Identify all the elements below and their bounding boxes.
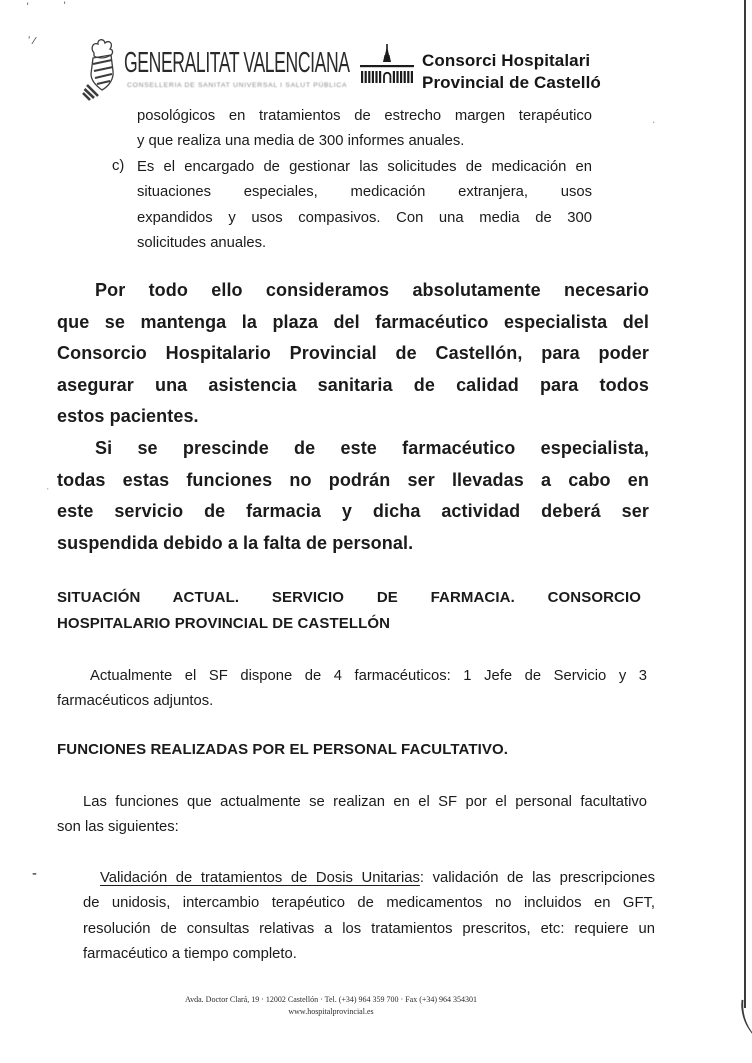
gv-logo-wordmark: GENERALITAT VALENCIANA	[124, 46, 350, 79]
footer-website: www.hospitalprovincial.es	[288, 1006, 374, 1016]
gv-crest-icon	[82, 38, 124, 102]
scan-speck: '	[25, 2, 31, 12]
scan-edge-curve	[737, 1000, 752, 1050]
list-item-c-marker: c)	[112, 158, 125, 174]
bullet-item-validacion	[83, 866, 655, 967]
ch-logo-wordmark	[422, 50, 601, 94]
scan-speck: '	[62, 1, 68, 11]
list-item-c: Es el encargado de gestionar las solicitudes de medicación en situaciones especiales, medicación extranjera, usos expandidos y usos compasivos. Con una media de 300 solicitudes anuales.	[137, 159, 592, 251]
bullet-first-line	[83, 866, 655, 891]
emphasis-paragraph-1: Por todo ello consideramos absolutamente necesario que se mantenga la plaza del farmacéutico especialista del Consorcio Hospitalario Provincial de Castellón, para poder asegurar una asistencia sanitaria de calidad para todos estos pacientes.	[57, 280, 649, 426]
bullet-continuation-lines: de unidosis, intercambio terapéutico de medicamentos no incluidos en GFT, resolución de consultas relativas a los tratamientos prescritos, etc: requiere un farmacéutico a tiempo completo.	[83, 895, 655, 962]
bullet-first-line-rest: : validación de las prescripciones	[419, 870, 655, 886]
paragraph-intro-continuation: posológicos en tratamientos de estrecho margen terapéutico y que realiza una media de 300 informes anuales.	[137, 108, 592, 150]
section-heading-situacion: SITUACIÓN ACTUAL. SERVICIO DE FARMACIA. CONSORCIO HOSPITALARIO PROVINCIAL DE CASTELLÓN	[57, 589, 641, 632]
hospital-building-icon	[358, 42, 416, 92]
scan-speck: '/	[25, 35, 38, 47]
paragraph-las-funciones: Las funciones que actualmente se realizan en el SF por el personal facultativo son las siguientes:	[57, 794, 647, 836]
scan-speck: ·	[45, 485, 51, 495]
paragraph-actualmente: Actualmente el SF dispone de 4 farmacéuticos: 1 Jefe de Servicio y 3 farmacéuticos adjuntos.	[57, 668, 647, 710]
underlined-term: Validación de tratamientos de Dosis Unitarias	[100, 870, 420, 886]
ch-logo-line1: Consorci Hospitalari	[422, 51, 591, 70]
scan-speck: .	[651, 116, 657, 126]
letterhead-footer	[142, 994, 520, 1017]
scan-edge-line	[744, 0, 746, 1008]
section-heading-funciones: FUNCIONES REALIZADAS POR EL PERSONAL FACULTATIVO.	[57, 741, 509, 758]
bullet-dash-marker: -	[32, 866, 37, 882]
emphasis-paragraph-2: Si se prescinde de este farmacéutico especialista, todas estas funciones no podrán ser llevadas a cabo en este servicio de farmacia y dicha actividad deberá ser suspendida debido a la falta de personal.	[57, 438, 649, 553]
gv-logo-tagline: CONSELLERIA DE SANITAT UNIVERSAL I SALUT PÚBLICA	[127, 82, 348, 89]
footer-address: Avda. Doctor Clará, 19 · 12002 Castellón · Tel. (+34) 964 359 700 · Fax (+34) 964 354301	[184, 995, 478, 1004]
ch-logo-line2: Provincial de Castelló	[422, 73, 601, 92]
